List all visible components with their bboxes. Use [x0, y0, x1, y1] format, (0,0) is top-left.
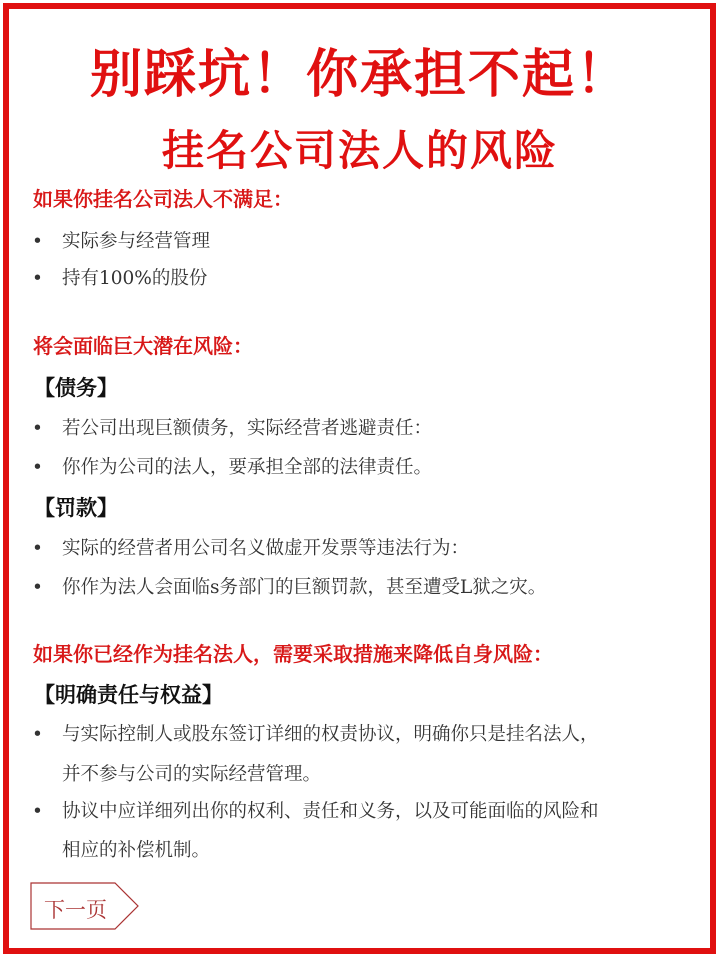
page-subtitle: 挂名公司法人的风险 — [161, 126, 558, 175]
item-text: 实际参与经营管理 — [62, 231, 211, 252]
item-text: 协议中应详细列出你的权利、责任和义务，以及可能面临的风险和 — [62, 801, 599, 822]
bullet: • — [32, 457, 43, 478]
subheading-debt: 【债务】 — [34, 375, 118, 400]
item-text: 持有100%的股份 — [62, 268, 208, 289]
list-item — [32, 797, 599, 823]
list-item — [32, 573, 546, 599]
bullet: • — [32, 801, 43, 822]
item-text: 你作为法人会面临s务部门的巨额罚款，甚至遭受L狱之灾。 — [62, 577, 547, 598]
item-text: 实际的经营者用公司名义做虚开发票等违法行为： — [62, 538, 470, 559]
item-text: 若公司出现巨额债务，实际经营者逃避责任： — [62, 418, 433, 439]
section-heading: 将会面临巨大潜在风险： — [33, 334, 253, 358]
list-item — [32, 534, 469, 560]
bullet: • — [32, 538, 43, 559]
subheading-fine: 【罚款】 — [34, 495, 118, 520]
bullet: • — [32, 231, 43, 252]
next-page-button[interactable] — [30, 882, 140, 930]
bullet: • — [32, 268, 43, 289]
list-item — [32, 453, 432, 479]
list-item — [32, 264, 207, 290]
item-text-continued: 相应的补偿机制。 — [62, 840, 211, 861]
list-item — [32, 720, 599, 746]
list-item — [32, 414, 432, 440]
bullet: • — [32, 577, 43, 598]
bullet: • — [32, 418, 43, 439]
item-text: 与实际控制人或股东签订详细的权责协议，明确你只是挂名法人， — [62, 724, 599, 745]
bullet: • — [32, 724, 43, 745]
item-text-continued: 并不参与公司的实际经营管理。 — [62, 764, 322, 785]
page-title: 别踩坑！你承担不起！ — [89, 45, 630, 105]
subheading-responsibility: 【明确责任与权益】 — [34, 682, 223, 707]
next-page-label: 下一页 — [44, 898, 107, 922]
item-text: 你作为公司的法人，要承担全部的法律责任。 — [62, 457, 433, 478]
section-heading: 如果你挂名公司法人不满足： — [33, 187, 293, 211]
list-item — [32, 227, 210, 253]
section-heading: 如果你已经作为挂名法人，需要采取措施来降低自身风险： — [33, 642, 553, 666]
